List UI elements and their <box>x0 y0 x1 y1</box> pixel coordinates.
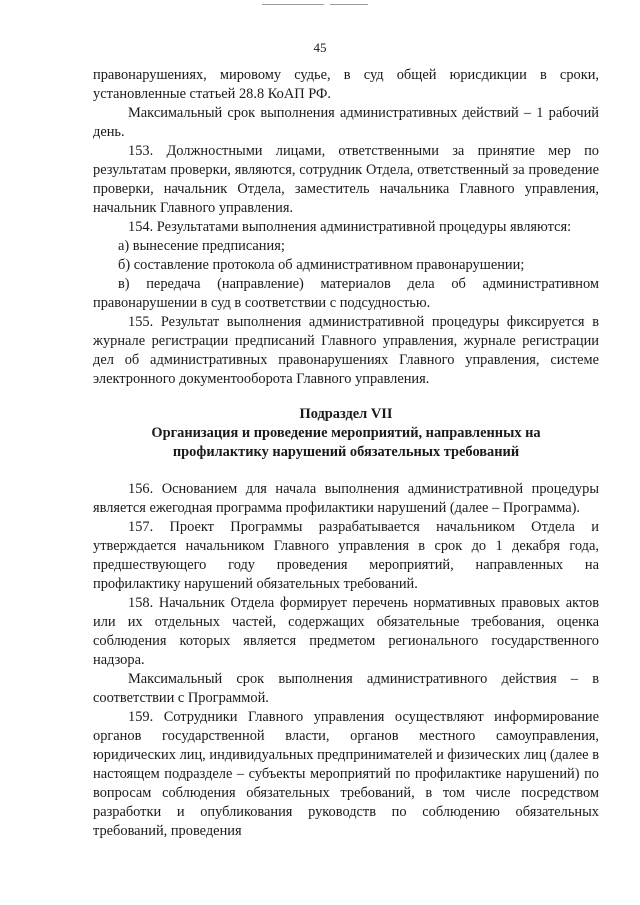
subsection-subtitle-line-2: профилактику нарушений обязательных требований <box>172 444 520 460</box>
paragraph: правонарушениях, мировому судье, в суд общей юрисдикции в сроки, установленные статьей 28.8 КоАП РФ. <box>93 67 599 102</box>
paragraph: 158. Начальник Отдела формирует перечень нормативных правовых актов или их отдельных частей, содержащих обязательные требования, оценка соблюдения которых является предметом регионального государственного надзора. <box>93 595 599 668</box>
document-body <box>93 66 599 841</box>
paragraph: 155. Результат выполнения административной процедуры фиксируется в журнале регистрации предписаний Главного управления, журнале регистрации дел об административных правонарушениях Главного управления, системе электронного документооборота Главного управления. <box>93 314 599 387</box>
paragraph: 153. Должностными лицами, ответственными за принятие мер по результатам проверки, являются, сотрудник Отдела, ответственный за проведение проверки, начальник Отдела, заместитель начальника Главного управления, начальник Главного управления. <box>93 143 599 216</box>
subsection-title: Подраздел VII <box>299 406 393 422</box>
text-block-bottom <box>93 480 599 841</box>
page-number: 45 <box>313 40 327 55</box>
paragraph: б) составление протокола об административном правонарушении; <box>118 257 525 273</box>
subsection-subtitle-line-1: Организация и проведение мероприятий, направленных на <box>151 425 541 441</box>
paragraph: а) вынесение предписания; <box>118 238 285 254</box>
paragraph: 156. Основанием для начала выполнения административной процедуры является ежегодная программа профилактики нарушений (далее – Программа). <box>93 481 599 516</box>
paragraph: 157. Проект Программы разрабатывается начальником Отдела и утверждается начальником Главного управления в срок до 1 декабря года, предшествующего году проведения мероприятий, направленных на профилактику нарушений обязательных требований. <box>93 519 599 592</box>
paragraph: Максимальный срок выполнения административного действия – в соответствии с Программой. <box>93 671 599 706</box>
scan-top-mark <box>262 4 324 5</box>
paragraph: 154. Результатами выполнения административной процедуры являются: <box>128 219 572 235</box>
text-block-top <box>93 66 599 389</box>
paragraph: в) передача (направление) материалов дела об административном правонарушении в суд в соответствии с подсудностью. <box>93 276 599 311</box>
scan-top-mark <box>330 4 368 5</box>
section-heading <box>93 405 599 462</box>
paragraph: 159. Сотрудники Главного управления осуществляют информирование органов государственной власти, органов местного самоуправления, юридических лиц, индивидуальных предпринимателей и физических лиц (далее в настоящем подразделе – субъекты мероприятий по профилактике нарушений) по вопросам соблюдения обязательных требований, в том числе посредством разработки и опубликования руководств по соблюдению обязательных требований, проведения <box>93 709 599 839</box>
paragraph: Максимальный срок выполнения административных действий – 1 рабочий день. <box>93 105 599 140</box>
